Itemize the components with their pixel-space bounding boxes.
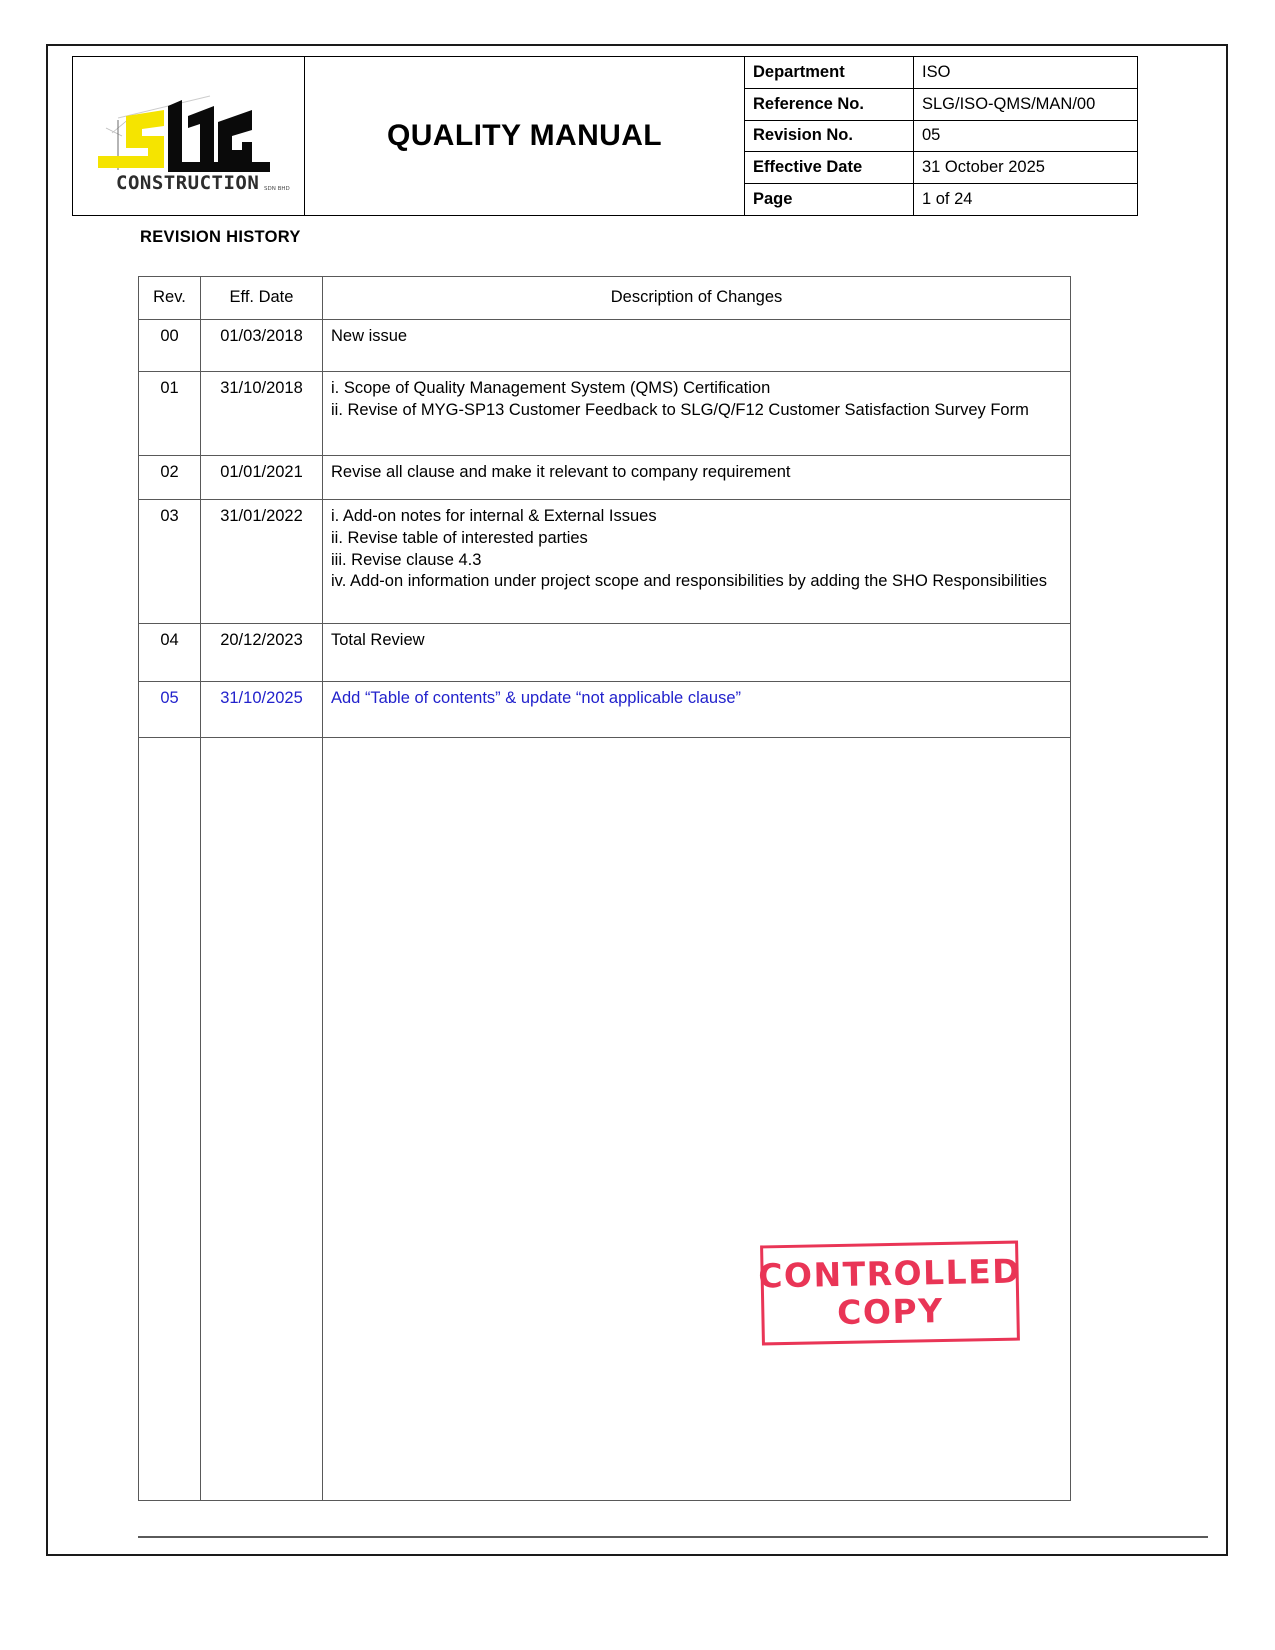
- description-line: Add “Table of contents” & update “not applicable clause”: [331, 689, 742, 707]
- meta-row-effective-date: [745, 152, 1137, 184]
- description-line: iii. Revise clause 4.3: [331, 550, 482, 569]
- document-header: [72, 56, 1138, 216]
- description-line: New issue: [331, 327, 408, 345]
- table-header-row: [139, 277, 1071, 320]
- cell-rev: 02: [139, 456, 201, 500]
- meta-label-department: Department: [745, 57, 914, 89]
- table-row: [139, 624, 1071, 682]
- cell-rev: 01: [139, 372, 201, 456]
- cell-rev: 03: [139, 500, 201, 624]
- meta-label-page: Page: [745, 183, 914, 215]
- footer-divider: [138, 1536, 1208, 1538]
- meta-value-reference-no: SLG/ISO-QMS/MAN/00: [914, 89, 1138, 121]
- description-line: ii. Revise table of interested parties: [331, 528, 588, 547]
- revision-history-heading: REVISION HISTORY: [140, 228, 301, 246]
- cell-eff-date: 31/01/2022: [201, 500, 323, 624]
- cell-rev: 05: [139, 682, 201, 738]
- description-line: iv. Add-on information under project scope and responsibilities by adding the SHO Responsibilities: [331, 572, 1048, 591]
- table-row: [139, 372, 1071, 456]
- cell-eff-date: 31/10/2025: [201, 682, 323, 738]
- table-row: [139, 320, 1071, 372]
- cell-description: [323, 372, 1071, 456]
- logo-graphic: [82, 78, 296, 196]
- cell-rev: [139, 738, 201, 1501]
- meta-row-reference-no: [745, 89, 1137, 121]
- logo-wordmark: CONSTRUCTION: [115, 171, 259, 194]
- meta-row-page: [745, 183, 1137, 215]
- header-title-cell: [305, 57, 745, 215]
- cell-eff-date: 01/03/2018: [201, 320, 323, 372]
- page-title: QUALITY MANUAL: [386, 118, 663, 152]
- cell-description: [323, 624, 1071, 682]
- table-row: [139, 500, 1071, 624]
- table-row: [139, 682, 1071, 738]
- meta-label-effective-date: Effective Date: [745, 152, 914, 184]
- column-header-description: Description of Changes: [323, 277, 1071, 320]
- column-header-eff-date: Eff. Date: [201, 277, 323, 320]
- meta-label-revision-no: Revision No.: [745, 120, 914, 152]
- slg-construction-logo: [82, 78, 296, 196]
- header-meta-cell: [745, 57, 1137, 215]
- description-line: i. Scope of Quality Management System (QMS) Certification: [331, 379, 771, 397]
- cell-description: [323, 500, 1071, 624]
- meta-row-revision-no: [745, 120, 1137, 152]
- cell-description: [323, 738, 1071, 1501]
- logo-wordmark-suffix: SDN BHD: [263, 185, 290, 192]
- cell-eff-date: 31/10/2018: [201, 372, 323, 456]
- meta-value-department: ISO: [914, 57, 1138, 89]
- cell-description: [323, 682, 1071, 738]
- meta-value-effective-date: 31 October 2025: [914, 152, 1138, 184]
- description-line: Revise all clause and make it relevant to company requirement: [331, 463, 791, 481]
- cell-eff-date: 20/12/2023: [201, 624, 323, 682]
- meta-label-reference-no: Reference No.: [745, 89, 914, 121]
- controlled-copy-stamp: [757, 1241, 1022, 1346]
- description-line: ii. Revise of MYG-SP13 Customer Feedback to SLG/Q/F12 Customer Satisfaction Survey Form: [331, 400, 1029, 419]
- cell-rev: 00: [139, 320, 201, 372]
- cell-eff-date: 01/01/2021: [201, 456, 323, 500]
- meta-value-revision-no: 05: [914, 120, 1138, 152]
- stamp-line-copy: COPY: [836, 1290, 944, 1333]
- table-filler-row: [139, 738, 1071, 1501]
- cell-rev: 04: [139, 624, 201, 682]
- description-line: Total Review: [331, 631, 425, 649]
- document-meta-table: [745, 57, 1137, 215]
- cell-description: [323, 456, 1071, 500]
- meta-row-department: [745, 57, 1137, 89]
- table-row: [139, 456, 1071, 500]
- header-logo-cell: [73, 57, 305, 215]
- cell-eff-date: [201, 738, 323, 1501]
- stamp-line-controlled: CONTROLLED: [757, 1251, 1022, 1296]
- cell-description: [323, 320, 1071, 372]
- column-header-rev: Rev.: [139, 277, 201, 320]
- description-line: i. Add-on notes for internal & External Issues: [331, 507, 657, 525]
- meta-value-page: 1 of 24: [914, 183, 1138, 215]
